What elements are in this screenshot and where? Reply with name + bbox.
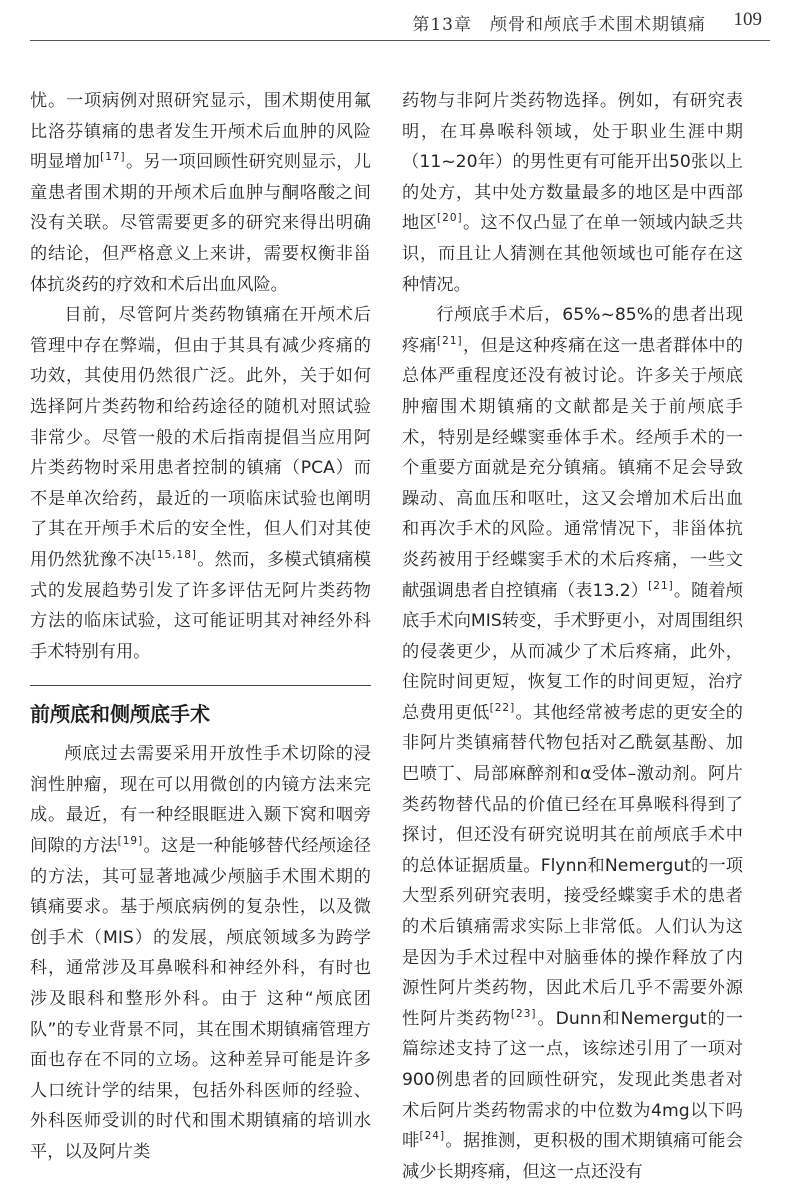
citation: [23] — [510, 1007, 537, 1020]
paragraph-text: 目前，尽管阿片类药物镇痛在开颅术后管理中存在弊端，但由于其具有减少疼痛的功效，其使用仍然很广泛。此外，关于如何选择阿片类药物和给药途径的随机对照试验非常少。尽管一般的术后指南提倡当应用阿片类药物时采用患者控制的镇痛（PCA）而不是单次给药，最近的一项临床试验也阐明了其在开颅手术后的安全性，但人们对其使用仍然犹豫不决 — [30, 305, 371, 570]
paragraph-text: ，但是这种疼痛在这一患者群体中的总体严重程度还没有被讨论。许多关于颅底肿瘤围术期镇痛的文献都是关于前颅底手术，特别是经蝶窦垂体手术。经颅手术的一个重要方面就是充分镇痛。镇痛不足会导致躁动、高血压和呕吐，这又会增加术后出血和再次手术的风险。通常情况下，非甾体抗炎药被用于经蝶窦手术的术后疼痛，一些文献强调患者自控镇痛（表13.2） — [402, 335, 743, 601]
paragraph-text: 行颅底手术后，65%~85%的患者出现疼痛 — [402, 305, 743, 356]
paragraph-text: 。然而，多模式镇痛模式的发展趋势引发了许多评估无阿片类药物方法的临床试验，这可能证明其对神经外科手术特别有用。 — [30, 549, 371, 662]
citation: [21] — [648, 579, 674, 592]
paragraph-text: 。据推测，更积极的围术期镇痛可能会减少长期疼痛，但这一点还没有 — [402, 1131, 743, 1182]
chapter-title: 第13章 颅骨和颅底手术围术期镇痛 — [412, 15, 706, 35]
citation: [20] — [437, 212, 463, 225]
section-heading: 前颅底和侧颅底手术 — [30, 685, 371, 731]
paragraph-text: 。这不仅凸显了在单一领域内缺乏共识，而且让人猜测在其他领域也可能存在这种情况。 — [402, 213, 743, 295]
paragraph — [402, 300, 743, 1187]
paragraph-text: 忧。一项病例对照研究显示，围术期使用氟比洛芬镇痛的患者发生开颅术后血肿的风险明显增加 — [30, 91, 371, 173]
paragraph — [30, 86, 371, 300]
citation: [15,18] — [151, 548, 198, 561]
left-column — [30, 86, 371, 1168]
running-header — [0, 0, 800, 42]
page-number: 109 — [733, 9, 762, 30]
header-divider — [30, 40, 770, 41]
paragraph-text: 。Dunn和Nemergut的一篇综述支持了这一点，该综述引用了一项对900例患者的回顾性研究，发现此类患者对术后阿片类药物需求的中位数为4mg以下吗啡 — [402, 1008, 743, 1152]
paragraph-text: 颅底过去需要采用开放性手术切除的浸润性肿瘤，现在可以用微创的内镜方法来完成。最近，有一种经眼眶进入颞下窝和咽旁间隙的方法 — [30, 744, 371, 857]
paragraph — [402, 86, 743, 300]
paragraph-text: 。另一项回顾性研究则显示，儿童患者围术期的开颅术后血肿与酮咯酸之间没有关联。尽管需要更多的研究来得出明确的结论，但严格意义上来讲，需要权衡非甾体抗炎药的疗效和术后出血风险。 — [30, 152, 371, 295]
right-column — [402, 86, 743, 1187]
citation: [24] — [419, 1130, 446, 1143]
citation: [19] — [117, 835, 144, 848]
paragraph-text: 。其他经常被考虑的更安全的非阿片类镇痛替代物包括对乙酰氨基酚、加巴喷丁、局部麻醉剂和α受体–激动剂。阿片类药物替代品的价值已经在耳鼻喉科得到了探讨，但还没有研究说明其在前颅底手术中的总体证据质量。Flynn和Nemergut的一项大型系列研究表明，接受经蝶窦手术的患者的术后镇痛需求实际上非常低。人们认为这是因为手术过程中对脑垂体的操作释放了内源性阿片类药物，因此术后几乎不需要外源性阿片类药物 — [402, 702, 743, 1029]
paragraph-text: 。随着颅底手术向MIS转变，手术野更小，对周围组织的侵袭更少，从而减少了术后疼痛，此外，住院时间更短，恢复工作的时间更短，治疗总费用更低 — [402, 580, 743, 723]
paragraph — [30, 739, 371, 1167]
citation: [17] — [100, 151, 126, 164]
paragraph-text: 药物与非阿片类药物选择。例如，有研究表明，在耳鼻喉科领域，处于职业生涯中期（11~20年）的男性更有可能开出50张以上的处方，其中处方数量最多的地区是中西部地区 — [402, 91, 743, 234]
paragraph-text: 。这是一种能够替代经颅途径的方法，其可显著地减少颅脑手术围术期的镇痛要求。基于颅底病例的复杂性，以及微创手术（MIS）的发展，颅底领域多为跨学科，通常涉及耳鼻喉科和神经外科，有时也涉及眼科和整形外科。由于 这种“颅底团队”的专业背景不同，其在围术期镇痛管理方面也存在不同的立场。这种差异可能是许多人口统计学的结果，包括外科医师的经验、外科医师受训的时代和围术期镇痛的培训水平，以及阿片类 — [30, 836, 371, 1162]
citation: [21] — [437, 334, 463, 347]
citation: [22] — [489, 701, 516, 714]
paragraph — [30, 300, 371, 667]
